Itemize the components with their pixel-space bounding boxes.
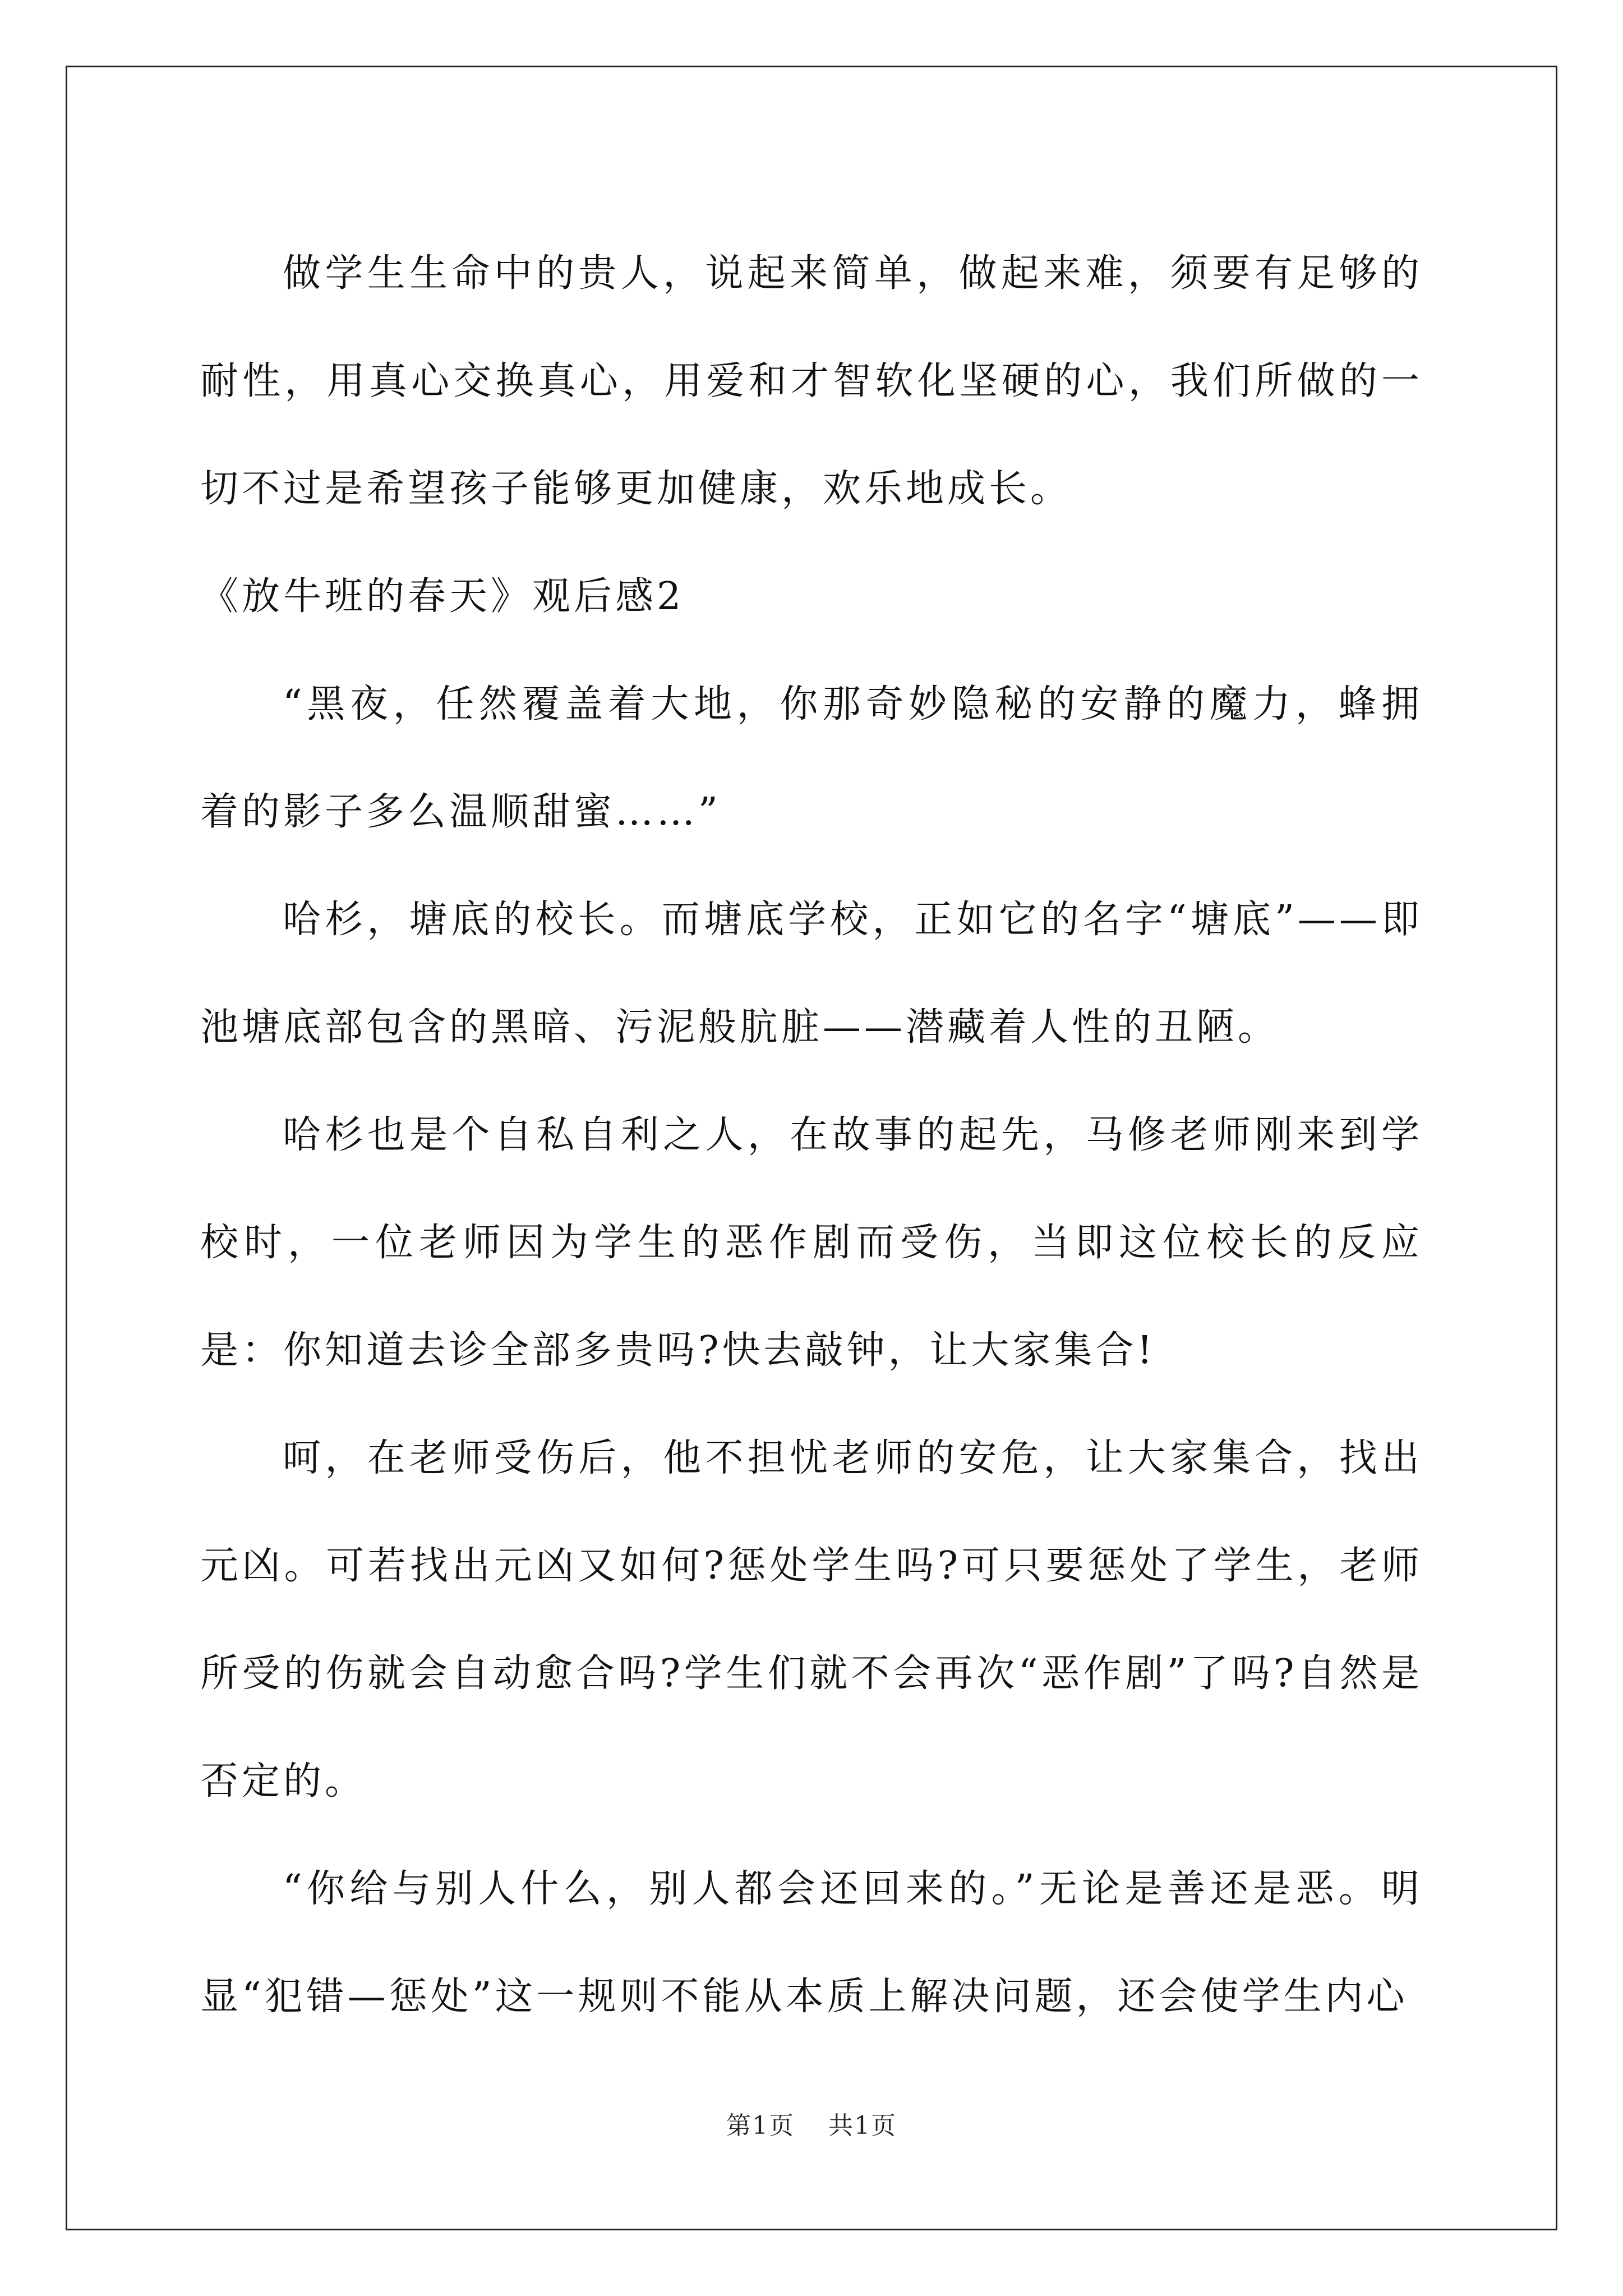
paragraph-1: 做学生生命中的贵人，说起来简单，做起来难，须要有足够的耐性，用真心交换真心，用爱和才智软化坚硬的心，我们所做的一切不过是希望孩子能够更加健康，欢乐地成长。 <box>200 251 1423 511</box>
paragraph-5: 呵，在老师受伤后，他不担忧老师的安危，让大家集合，找出元凶。可若找出元凶又如何?惩处学生吗?可只要惩处了学生，老师所受的伤就会自动愈合吗?学生们就不会再次“恶作剧”了吗?自然是否定的。 <box>200 1436 1423 1803</box>
section-heading: 《放牛班的春天》观后感2 <box>200 574 685 619</box>
page-number: 第1页 <box>726 2111 795 2140</box>
paragraph-quote: “黑夜，任然覆盖着大地，你那奇妙隐秘的安静的魔力，蜂拥着的影子多么温顺甜蜜……” <box>200 682 1423 834</box>
page-footer <box>0 2109 1623 2143</box>
page-total: 共1页 <box>828 2111 897 2140</box>
paragraph-4: 哈杉也是个自私自利之人，在故事的起先，马修老师刚来到学校时，一位老师因为学生的恶作剧而受伤，当即这位校长的反应是：你知道去诊全部多贵吗?快去敲钟，让大家集合! <box>200 1113 1423 1373</box>
document-body <box>200 220 1423 2051</box>
paragraph-6: “你给与别人什么，别人都会还回来的。”无论是善还是恶。明显“犯错—惩处”这一规则不能从本质上解决问题，还会使学生内心 <box>200 1867 1423 2019</box>
paragraph-3: 哈杉，塘底的校长。而塘底学校，正如它的名字“塘底”——即池塘底部包含的黑暗、污泥般肮脏——潜藏着人性的丑陋。 <box>200 898 1423 1050</box>
